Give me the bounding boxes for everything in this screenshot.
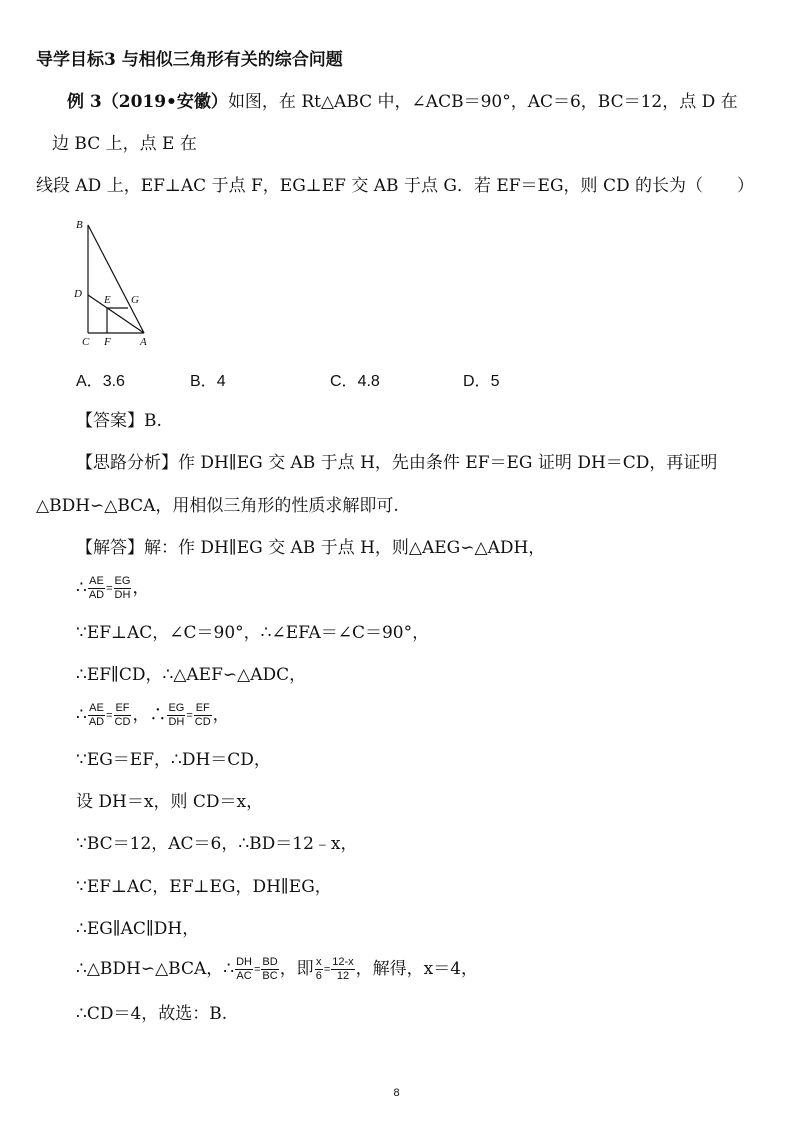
option-a xyxy=(76,368,125,391)
fraction-numerator: DH xyxy=(236,956,252,968)
option-c-value: 4.8 xyxy=(357,373,380,390)
option-d-letter: D． xyxy=(463,373,491,390)
option-a-letter: A． xyxy=(76,373,103,390)
fraction-denominator: DH xyxy=(114,589,131,601)
problem-label: 例 3（2019•安徽） xyxy=(67,92,228,112)
section-title: 导学目标3 与相似三角形有关的综合问题 xyxy=(36,50,343,70)
s11-mid: ，即 xyxy=(279,959,314,979)
option-d-value: 5 xyxy=(490,373,500,390)
fraction-ef-cd-2 xyxy=(194,702,212,729)
fraction-numerator: EF xyxy=(195,702,210,714)
label-d: D xyxy=(74,288,82,300)
label-e: E xyxy=(104,294,111,306)
option-c xyxy=(330,368,380,391)
option-c-letter: C． xyxy=(330,373,358,390)
fraction-denominator: AD xyxy=(88,716,105,728)
fraction-eg-dh xyxy=(167,702,185,729)
solution-step-6: ∵EG＝EF，∴DH＝CD， xyxy=(76,750,271,770)
equals-sign: = xyxy=(106,582,113,595)
fraction-numerator: BD xyxy=(262,956,278,968)
label-c: C xyxy=(82,336,90,348)
solution-step-9: ∵EF⊥AC，EF⊥EG，DH∥EG， xyxy=(76,877,332,897)
option-d xyxy=(463,368,499,391)
option-b xyxy=(190,368,226,391)
problem-line-3: 线段 AD 上，EF⊥AC 于点 F，EG⊥EF 交 AB 于点 G．若 EF＝EG，则 CD 的长为（ ） xyxy=(36,176,754,196)
fraction-numerator: x xyxy=(316,956,322,968)
label-g: G xyxy=(131,294,139,306)
label-b: B xyxy=(76,219,83,231)
solution-step-2 xyxy=(76,575,149,602)
solution-step-5 xyxy=(76,702,230,729)
equals-sign: = xyxy=(106,709,113,722)
solution-step-8: ∵BC＝12，AC＝6，∴BD＝12﹣x， xyxy=(76,834,358,854)
label-f: F xyxy=(104,336,111,348)
fraction-ef-cd xyxy=(114,702,132,729)
analysis-line-2: △BDH∽△BCA，用相似三角形的性质求解即可. xyxy=(36,496,399,516)
problem-text-1: 如图，在 Rt△ABC 中，∠ACB＝90°，AC＝6，BC＝12，点 D 在 xyxy=(227,92,738,112)
fraction-denominator: CD xyxy=(114,716,131,728)
solution-step-4: ∴EF∥CD，∴△AEF∽△ADC， xyxy=(76,665,307,685)
option-b-value: 4 xyxy=(216,373,226,390)
triangle-figure xyxy=(70,215,160,350)
fraction-denominator: 12 xyxy=(336,970,350,982)
s2-suffix: ， xyxy=(132,578,150,598)
equals-sign: = xyxy=(323,963,331,976)
s5-suffix: ， xyxy=(212,705,230,725)
label-a: A xyxy=(140,336,147,348)
fraction-denominator: AC xyxy=(236,970,252,982)
fraction-denominator: CD xyxy=(194,716,211,728)
page-number: 8 xyxy=(393,1087,400,1099)
fraction-numerator: EF xyxy=(115,702,130,714)
fraction-numerator: 12-x xyxy=(332,956,354,968)
fraction-denominator: DH xyxy=(168,716,185,728)
problem-line-2: 边 BC 上，点 E 在 xyxy=(52,134,197,154)
fraction-numerator: EG xyxy=(168,702,185,714)
solution-step-10: ∴EG∥AC∥DH， xyxy=(76,919,200,939)
s5-prefix: ∴ xyxy=(76,705,87,725)
fraction-bd-bc xyxy=(261,956,278,983)
fraction-numerator: AE xyxy=(89,575,104,587)
analysis-line-1: 【思路分析】作 DH∥EG 交 AB 于点 H，先由条件 EF＝EG 证明 DH＝CD，再证明 xyxy=(76,453,718,473)
s5-mid: ，∴ xyxy=(132,705,167,725)
solution-step-3: ∵EF⊥AC，∠C＝90°，∴∠EFA＝∠C＝90°， xyxy=(76,623,430,643)
problem-line-1 xyxy=(67,91,738,113)
fraction-denominator: AD xyxy=(88,589,105,601)
s11-suffix: ，解得，x＝4， xyxy=(355,959,479,979)
fraction-dh-ac xyxy=(235,956,253,983)
solution-step-11 xyxy=(76,956,478,983)
solution-intro: 【解答】解：作 DH∥EG 交 AB 于点 H，则△AEG∽△ADH， xyxy=(76,538,546,558)
s2-prefix: ∴ xyxy=(76,578,87,598)
segment-ab xyxy=(88,225,144,333)
s11-prefix: ∴△BDH∽△BCA，∴ xyxy=(76,959,235,979)
fraction-numerator: AE xyxy=(89,702,104,714)
fraction-x-6 xyxy=(315,956,323,983)
fraction-denominator: 6 xyxy=(315,970,322,982)
fraction-denominator: BC xyxy=(262,970,278,982)
fraction-ae-ad xyxy=(88,575,105,602)
equals-sign: = xyxy=(253,963,261,976)
fraction-12-minus-x-12 xyxy=(331,956,354,983)
answer: 【答案】B. xyxy=(76,411,162,431)
fraction-numerator: EG xyxy=(114,575,131,587)
fraction-ae-ad xyxy=(88,702,105,729)
solution-step-12: ∴CD＝4，故选：B. xyxy=(76,1004,228,1024)
option-b-letter: B． xyxy=(190,373,217,390)
equals-sign: = xyxy=(186,709,193,722)
solution-step-7: 设 DH＝x，则 CD＝x， xyxy=(76,792,264,812)
fraction-eg-dh xyxy=(114,575,132,602)
option-a-value: 3.6 xyxy=(102,373,125,390)
